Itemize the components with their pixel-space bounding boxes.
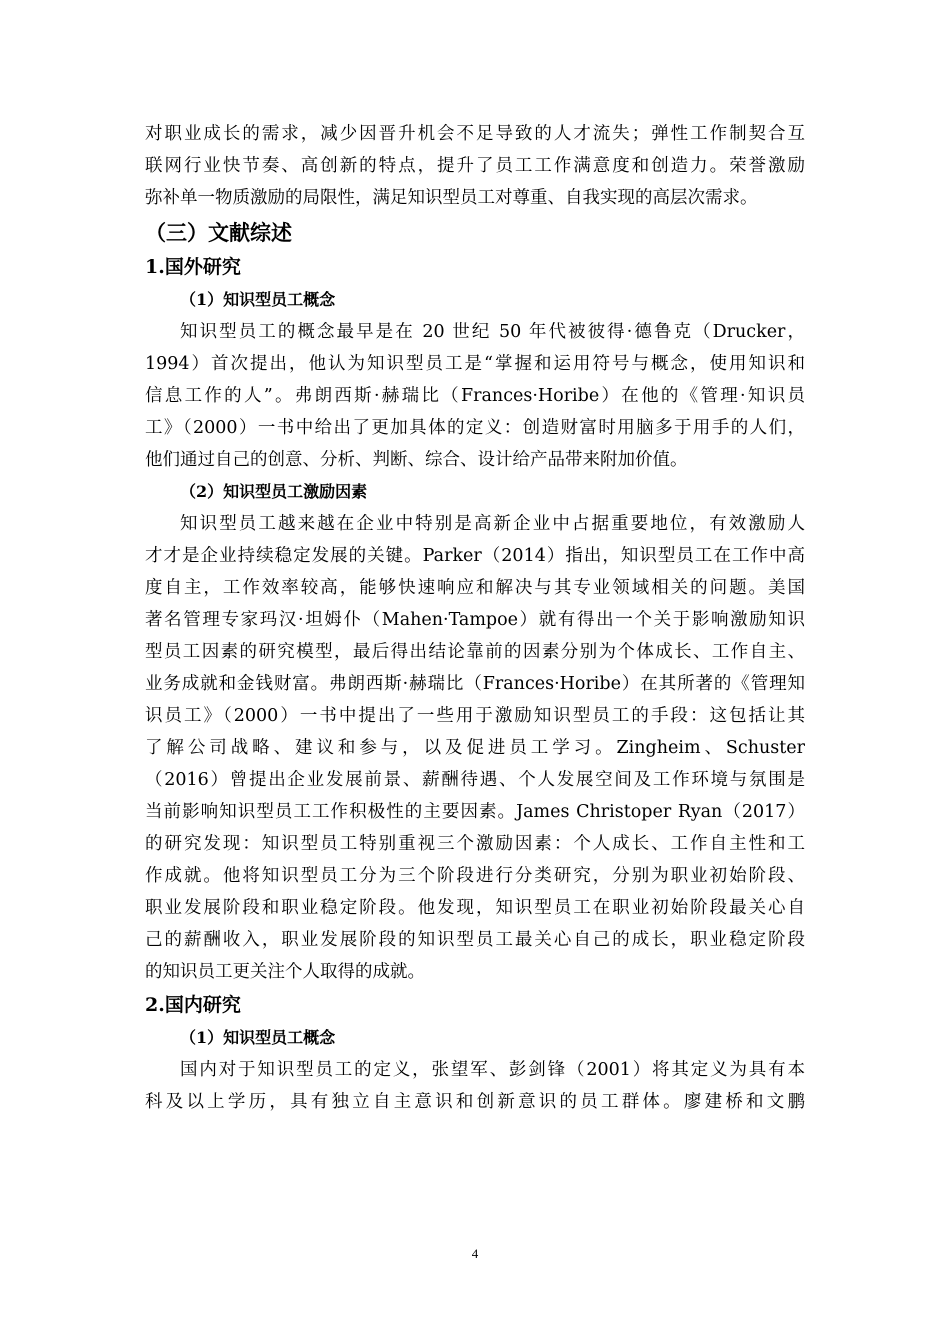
section-title: （三）文献综述	[145, 220, 292, 245]
body-line: 他们通过自己的创意、分析、判断、综合、设计给产品带来附加价值。	[145, 450, 688, 470]
body-line: 职业发展阶段和职业稳定阶段。他发现，知识型员工在职业初始阶段最关心自	[145, 898, 805, 918]
subsection-title-domestic: 2.国内研究	[145, 994, 241, 1016]
body-line: 工》（2000）一书中给出了更加具体的定义：创造财富时用脑多于用手的人们，	[145, 418, 805, 438]
heading-concept: （1）知识型员工概念	[180, 290, 336, 309]
body-line: （2016）曾提出企业发展前景、薪酬待遇、个人发展空间及工作环境与氛围是	[145, 770, 805, 790]
document-page	[145, 118, 805, 1118]
body-line: 国内对于知识型员工的定义，张望军、彭剑锋（2001）将其定义为具有本	[180, 1060, 805, 1080]
heading-motivation-factors: （2）知识型员工激励因素	[180, 482, 368, 501]
body-line: 度自主，工作效率较高，能够快速响应和解决与其专业领域相关的问题。美国	[145, 578, 805, 598]
body-line: 业务成就和金钱财富。弗朗西斯·赫瑞比（Frances·Horibe）在其所著的《管理知	[145, 674, 805, 694]
body-line: 对职业成长的需求，减少因晋升机会不足导致的人才流失；弹性工作制契合互	[145, 124, 805, 144]
body-line: 著名管理专家玛汉·坦姆仆（Mahen·Tampoe）就有得出一个关于影响激励知识	[145, 610, 805, 630]
heading-concept-domestic: （1）知识型员工概念	[180, 1028, 336, 1047]
body-line: 知识型员工的概念最早是在 20 世纪 50 年代被彼得·德鲁克（Drucker，	[180, 322, 805, 342]
body-line: 联网行业快节奏、高创新的特点，提升了员工工作满意度和创造力。荣誉激励	[145, 156, 805, 176]
body-line: 知识型员工越来越在企业中特别是高新企业中占据重要地位，有效激励人	[180, 514, 805, 534]
body-line: 识员工》（2000）一书中提出了一些用于激励知识型员工的手段：这包括让其	[145, 706, 805, 726]
body-line: 科及以上学历，具有独立自主意识和创新意识的员工群体。廖建桥和文鹏	[145, 1092, 805, 1112]
body-line: 的研究发现：知识型员工特别重视三个激励因素：个人成长、工作自主性和工	[145, 834, 805, 854]
body-line: 弥补单一物质激励的局限性，满足知识型员工对尊重、自我实现的高层次需求。	[145, 188, 758, 208]
body-line: 己的薪酬收入，职业发展阶段的知识型员工最关心自己的成长，职业稳定阶段	[145, 930, 805, 950]
body-line: 当前影响知识型员工工作积极性的主要因素。James Christoper Ryan（2017）	[145, 802, 805, 822]
page-number: 4	[471, 1246, 479, 1261]
body-line: 信息工作的人”。弗朗西斯·赫瑞比（Frances·Horibe）在他的《管理·知识员	[145, 386, 805, 406]
body-line: 了解公司战略、建议和参与，以及促进员工学习。Zingheim、Schuster	[145, 738, 805, 758]
body-line: 型员工因素的研究模型，最后得出结论靠前的因素分别为个体成长、工作自主、	[145, 642, 805, 662]
body-line: 1994）首次提出，他认为知识型员工是“掌握和运用符号与概念，使用知识和	[145, 354, 805, 374]
body-line: 的知识员工更关注个人取得的成就。	[145, 962, 425, 982]
body-line: 才才是企业持续稳定发展的关键。Parker（2014）指出，知识型员工在工作中高	[145, 546, 805, 566]
subsection-title-foreign: 1.国外研究	[145, 256, 241, 278]
body-line: 作成就。他将知识型员工分为三个阶段进行分类研究，分别为职业初始阶段、	[145, 866, 805, 886]
